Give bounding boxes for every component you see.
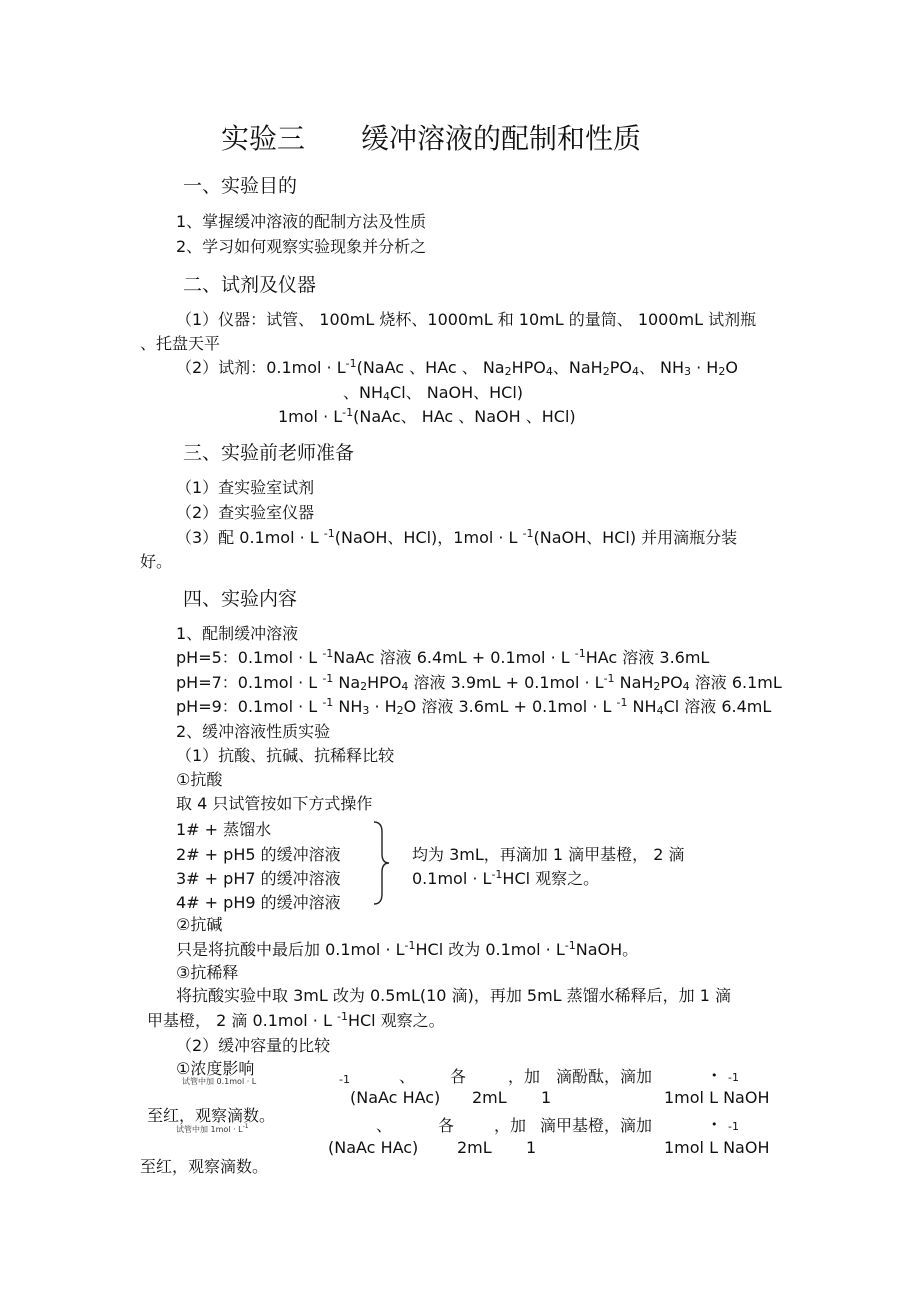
prep-item: （1）查实验室试剂	[176, 478, 315, 497]
subsection-heading: 1、配制缓冲溶液	[176, 624, 299, 643]
tube-item: 3# + pH7 的缓冲溶液	[176, 869, 341, 888]
step-title: ①抗酸	[176, 770, 223, 789]
buffer-recipe-ph5: pH=5：0.1mol · L $^{-1}$NaAc 溶液 6.4mL + 0.1mol · L $^{-1}$HAc 溶液 3.6mL	[176, 647, 710, 667]
text-fragment: -1	[728, 1071, 739, 1084]
reagents-line-3: $1mol \cdot L^{-1}(NaAc$、 HAc 、NaOH 、HCl)	[278, 406, 576, 426]
paragraph-heading: （1）抗酸、抗碱、抗稀释比较	[176, 746, 395, 765]
objective-item: 2、学习如何观察实验现象并分析之	[176, 237, 427, 256]
section-heading-objectives: 一、实验目的	[183, 175, 298, 197]
text-fragment: 至红，观察滴数。	[147, 1106, 276, 1125]
tube-item: 2# + pH5 的缓冲溶液	[176, 845, 341, 864]
buffer-recipe-ph7: pH=7：0.1mol · L $^{-1}$ $Na_2HPO_4$ 溶液 $3.9mL + 0.1mol \cdot L^{-1}$ $NaH_2PO_4$ 溶液 6.1mL	[176, 672, 782, 693]
step-title: ②抗碱	[176, 915, 223, 934]
section-heading-preparation: 三、实验前老师准备	[183, 442, 355, 464]
prep-item: （2）查实验室仪器	[176, 503, 315, 522]
reagents-line-2: 、$NH_4Cl$、 NaOH、HCl)	[343, 383, 524, 403]
text-fragment: 滴酚酞，滴加	[556, 1067, 653, 1086]
tube-note: 均为 3mL，再滴加 1 滴甲基橙， 2 滴	[412, 845, 685, 864]
text-fragment: 1mol L NaOH	[664, 1088, 770, 1107]
step-text: 将抗酸实验中取 3mL 改为 0.5mL(10 滴)，再加 5mL 蒸馏水稀释后，加 1 滴	[176, 986, 732, 1005]
text-fragment: 、	[376, 1116, 393, 1135]
instruments-line-cont: 、托盘天平	[140, 334, 221, 353]
text-fragment: ，加	[494, 1116, 527, 1135]
text-fragment: (NaAc HAc)	[328, 1138, 419, 1157]
text-fragment: 1	[541, 1088, 552, 1107]
text-fragment: 1	[526, 1138, 537, 1157]
step-text: 只是将抗酸中最后加 $0.1mol \cdot L^{-1}HCl$ 改为 $0.1mol \cdot L^{-1}NaOH$。	[176, 939, 639, 959]
text-fragment: 、	[399, 1067, 416, 1086]
buffer-recipe-ph9: pH=9：0.1mol · L $^{-1}$ $NH_3 \cdot H_2O$ 溶液 3.6mL + 0.1mol · L $^{-1}$ $NH_4Cl$ 溶液 6.4mL	[176, 696, 772, 717]
text-fragment: 滴甲基橙，滴加	[540, 1116, 653, 1135]
reagents-label: （2）试剂：	[176, 358, 267, 377]
step-title: ①浓度影响	[176, 1059, 255, 1078]
step-text-cont: 甲基橙， 2 滴 0.1mol · L $^{-1}$HCl 观察之。	[147, 1010, 445, 1030]
section-heading-reagents: 二、试剂及仪器	[183, 274, 317, 296]
tiny-note: 试管中加 0.1mol · L	[182, 1077, 257, 1086]
curly-brace-icon	[372, 820, 390, 906]
text-fragment: 2mL	[457, 1138, 492, 1157]
tiny-note: 试管中加 $1mol \cdot L^{-1}$	[176, 1123, 249, 1134]
reagents-line-1: （2）试剂：$0.1mol \cdot L^{-1}(NaAc$ 、HAc 、 $Na_2HPO_4$、$NaH_2PO_4$、 $NH_3 \cdot H_2O$	[176, 357, 738, 378]
subsection-heading: 2、缓冲溶液性质实验	[176, 722, 331, 741]
prep-item-cont: 好。	[140, 552, 173, 571]
paragraph-heading: （2）缓冲容量的比较	[176, 1036, 331, 1055]
text-fragment: 1mol L NaOH	[664, 1138, 770, 1157]
text-fragment: -1	[728, 1120, 739, 1133]
tube-note: $0.1mol \cdot L^{-1}HCl$ 观察之。	[412, 868, 600, 888]
text-fragment: (NaAc HAc)	[350, 1088, 441, 1107]
page-title: 实验三 缓冲溶液的配制和性质	[221, 122, 642, 155]
text-fragment: -1	[339, 1073, 350, 1086]
instruments-line: （1）仪器：试管、 100mL 烧杯、1000mL 和 10mL 的量筒、 1000mL 试剂瓶	[176, 310, 757, 329]
prep-item: （3）配 0.1mol · L $^{-1}$(NaOH、HCl)，1mol · L $^{-1}$(NaOH、HCl) 并用滴瓶分装	[176, 527, 738, 547]
text-fragment: •	[711, 1069, 718, 1082]
objective-item: 1、掌握缓冲溶液的配制方法及性质	[176, 212, 427, 231]
text-fragment: 2mL	[472, 1088, 507, 1107]
section-heading-content: 四、实验内容	[183, 588, 298, 610]
step-intro: 取 4 只试管按如下方式操作	[176, 794, 373, 813]
text-fragment: 至红，观察滴数。	[140, 1157, 269, 1176]
text-fragment: 各	[450, 1067, 467, 1086]
tube-item: 1# + 蒸馏水	[176, 820, 272, 839]
tube-item: 4# + pH9 的缓冲溶液	[176, 893, 341, 912]
text-fragment: •	[711, 1118, 718, 1131]
text-fragment: 各	[438, 1116, 455, 1135]
step-title: ③抗稀释	[176, 963, 239, 982]
text-fragment: ，加	[508, 1067, 541, 1086]
